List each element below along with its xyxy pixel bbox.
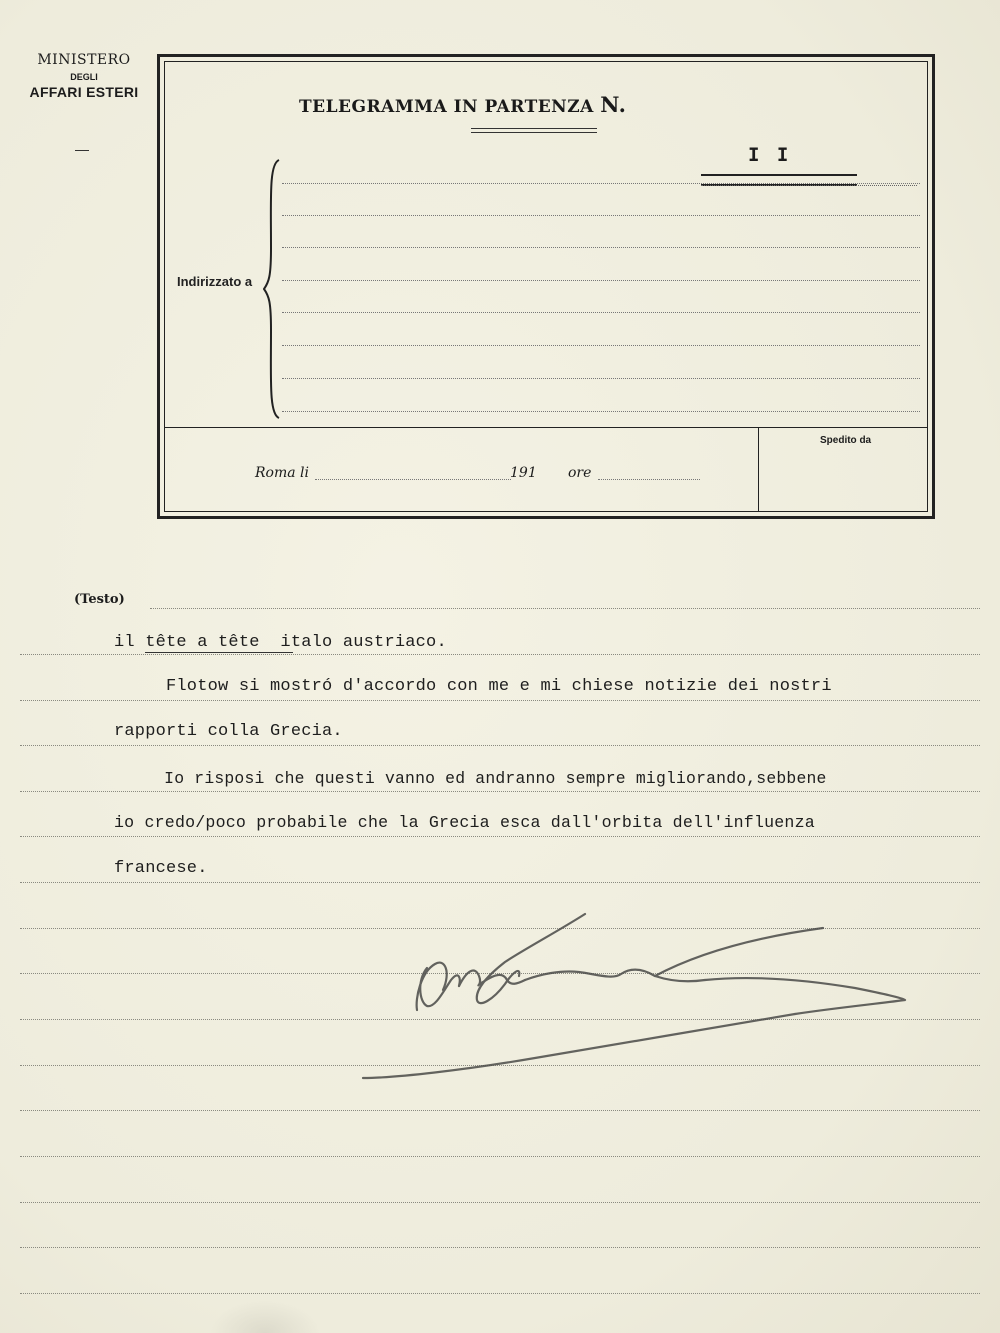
year-prefix: 191	[510, 465, 537, 481]
ruled-line	[20, 1202, 980, 1203]
ruled-line	[20, 745, 980, 746]
ruled-line	[20, 1293, 980, 1294]
address-line	[282, 215, 920, 216]
text-line: io credo/poco probabile che la Grecia esca dall'orbita dell'influenza	[114, 813, 815, 832]
ruled-line	[20, 1247, 980, 1248]
form-horizontal-divider	[165, 427, 927, 428]
form-title	[299, 92, 626, 117]
paper-wear	[210, 1300, 320, 1333]
handwritten-signature	[355, 900, 915, 1090]
address-line	[282, 247, 920, 248]
ruled-line	[20, 654, 980, 655]
text-line: Io risposi che questi vanno ed andranno sempre migliorando,sebbene	[114, 769, 827, 788]
time-dotted-line	[598, 479, 700, 480]
testo-label: (Testo)	[74, 592, 125, 607]
form-title-number-label: N.	[600, 92, 627, 117]
text-line: francese.	[114, 859, 208, 878]
telegram-form-inner-border	[164, 61, 928, 512]
address-line	[282, 411, 920, 412]
ruled-line	[20, 791, 980, 792]
address-label: Indirizzato a	[177, 274, 253, 289]
address-line	[282, 312, 920, 313]
letterhead-ministero: MINISTERO	[37, 52, 131, 68]
form-vertical-divider	[758, 428, 759, 511]
address-line	[282, 378, 920, 379]
letterhead-dash	[75, 150, 89, 151]
address-line	[282, 183, 920, 184]
telegram-number: I I	[748, 144, 792, 166]
ore-label: ore	[568, 465, 592, 481]
ruled-line	[20, 1156, 980, 1157]
title-double-rule	[471, 128, 597, 133]
tete-a-tete-underline	[145, 652, 293, 653]
ruled-line	[20, 1110, 980, 1111]
number-dotted-line	[701, 185, 917, 186]
address-line	[282, 345, 920, 346]
date-dotted-line	[315, 479, 511, 480]
ruled-line	[20, 836, 980, 837]
roma-label: Roma li	[255, 465, 309, 481]
ruled-line	[20, 882, 980, 883]
letterhead-affari-esteri: AFFARI ESTERI	[29, 84, 139, 100]
form-title-text: TELEGRAMMA IN PARTENZA	[299, 97, 594, 117]
address-brace-icon	[263, 158, 281, 420]
text-line: Flotow si mostró d'accordo con me e mi chiese notizie dei nostri	[114, 677, 832, 696]
letterhead	[24, 52, 144, 100]
spedito-label: Spedito da	[820, 435, 872, 446]
ruled-line	[20, 700, 980, 701]
text-line: rapporti colla Grecia.	[114, 722, 343, 741]
ruled-line	[150, 608, 980, 609]
text-line: il tête a tête italo austriaco.	[114, 633, 447, 652]
address-line	[282, 280, 920, 281]
telegram-form-box	[157, 54, 935, 519]
letterhead-degli: DEGLI	[70, 72, 98, 82]
